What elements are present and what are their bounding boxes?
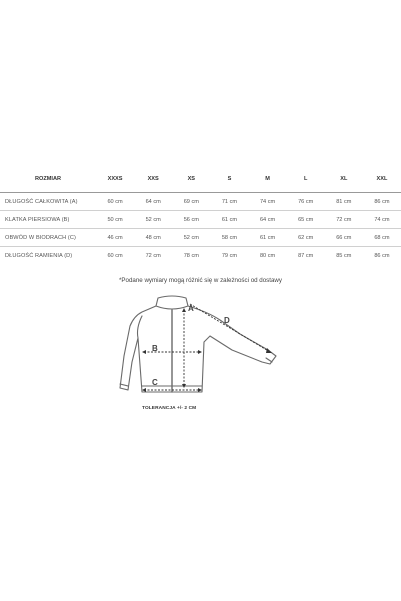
size-table [0,165,401,264]
header-cell-xs: XS [172,165,210,193]
header-cell-s: S [210,165,248,193]
table-cell: 62 cm [287,229,325,247]
table-cell: 71 cm [210,193,248,211]
table-cell: 52 cm [134,211,172,229]
row-label: DŁUGOŚĆ CAŁKOWITA (A) [0,193,96,211]
table-cell: 60 cm [96,193,134,211]
jacket-diagram [100,292,290,422]
table-cell: 86 cm [363,193,401,211]
dimension-label-c: C [152,378,158,387]
row-label: OBWÓD W BIODRACH (C) [0,229,96,247]
table-cell: 80 cm [259,252,276,259]
table-cell: 56 cm [172,211,210,229]
header-cell-m: M [249,165,287,193]
header-cell-xxxs: XXXS [96,165,134,193]
header-cell-xxs: XXS [134,165,172,193]
table-cell: 76 cm [287,193,325,211]
row-label: KLATKA PIERSIOWA (B) [0,211,96,229]
table-row [0,193,401,211]
table-cell: 81 cm [325,193,363,211]
table-cell: 69 cm [172,193,210,211]
table-cell: 52 cm [172,229,210,247]
table-cell: 74 cm [249,193,287,211]
table-cell: 74 cm [363,211,401,229]
table-cell: 78 cm [183,252,199,259]
table-cell: 64 cm [249,211,287,229]
header-cell-xxl: XXL [363,165,401,193]
dimension-label-d: D [224,316,230,325]
table-cell: 50 cm [96,211,134,229]
table-cell: 72 cm [145,252,161,259]
dimension-label-b: B [152,344,158,353]
table-header-row [0,165,401,193]
tolerance-note: TOLERANCJA +/- 2 CM [142,406,197,411]
table-row [0,229,401,247]
table-cell: 64 cm [134,193,172,211]
jacket-outline-illustration [100,292,290,422]
table-cell: 65 cm [287,211,325,229]
table-cell: 48 cm [134,229,172,247]
table-cell: 58 cm [210,229,248,247]
table-cell: 86 cm [374,252,390,259]
table-cell: 46 cm [96,229,134,247]
table-row [0,247,401,265]
header-cell-l: L [287,165,325,193]
table-cell: 61 cm [249,229,287,247]
table-cell: 61 cm [210,211,248,229]
table-cell: 87 cm [298,252,314,259]
table-cell: 85 cm [336,252,352,259]
header-cell-size: ROZMIAR [0,165,96,193]
table-cell: 66 cm [325,229,363,247]
table-cell: 79 cm [221,252,238,259]
table-cell: 72 cm [325,211,363,229]
delivery-note: *Podane wymiary mogą różnić się w zależności od dostawy [118,277,282,284]
row-label: DŁUGOŚĆ RAMIENIA (D) [5,252,73,259]
table-row [0,211,401,229]
header-cell-xl: XL [325,165,363,193]
table-cell: 60 cm [107,252,123,259]
table-cell: 68 cm [363,229,401,247]
dimension-label-a: A [188,304,194,313]
